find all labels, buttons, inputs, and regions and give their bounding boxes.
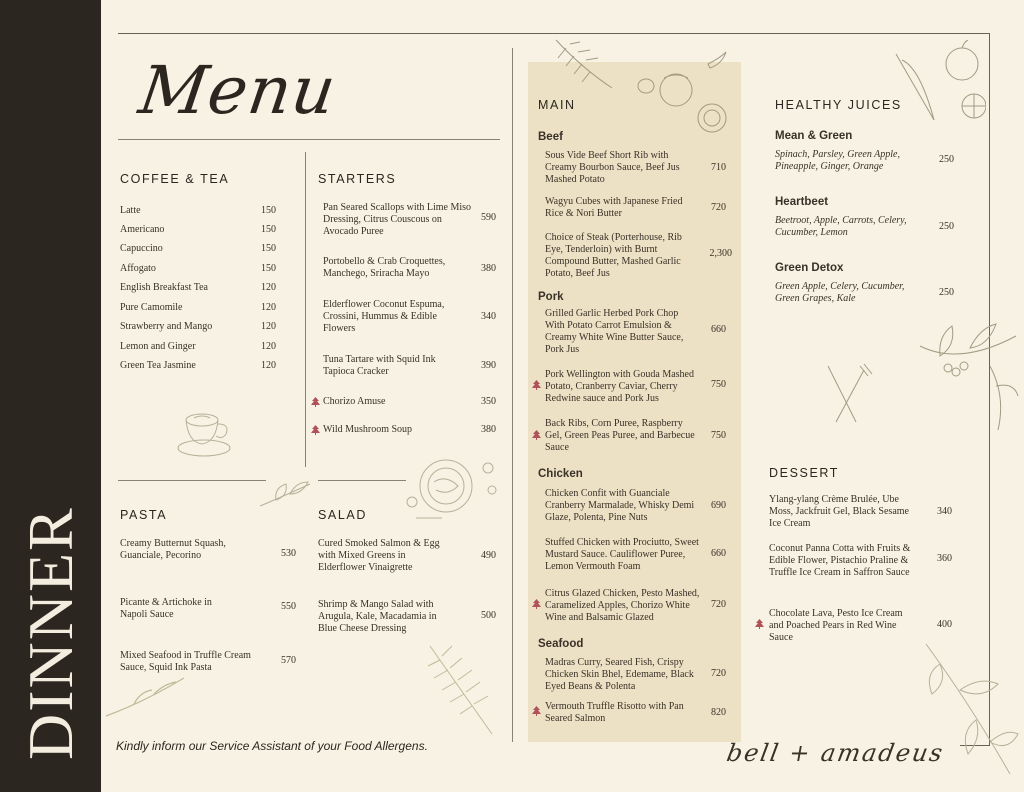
chicken-item-price: 690 bbox=[711, 500, 726, 511]
fruit-sketch-icon bbox=[890, 40, 986, 128]
pork-subheading: Pork bbox=[538, 291, 564, 303]
cutlery-branch-sketch-icon bbox=[820, 306, 1020, 436]
beef-item-price: 710 bbox=[711, 162, 726, 173]
coffee-item-name: Green Tea Jasmine bbox=[120, 360, 196, 371]
salad-item-name: Shrimp & Mango Salad with Arugula, Kale, Macadamia in Blue Cheese Dressing bbox=[318, 599, 437, 634]
beef-item-name: Sous Vide Beef Short Rib with Creamy Bourbon Sauce, Beef Jus Mashed Potato bbox=[545, 150, 680, 185]
starter-item-price: 350 bbox=[481, 396, 496, 407]
starter-item-price: 380 bbox=[481, 424, 496, 435]
coffee-item-price: 150 bbox=[261, 205, 276, 216]
coffee-item-name: Lemon and Ginger bbox=[120, 341, 196, 352]
starters-heading: STARTERS bbox=[318, 172, 397, 186]
coffee-item-price: 120 bbox=[261, 341, 276, 352]
leaf-sketch-icon bbox=[256, 476, 314, 512]
juice-price: 250 bbox=[939, 221, 954, 232]
starter-item-name: Chorizo Amuse bbox=[323, 396, 386, 407]
starter-item-price: 590 bbox=[481, 212, 496, 223]
dinner-vertical-label: DINNER bbox=[15, 506, 86, 760]
juice-description: Beetroot, Apple, Carrots, Celery, Cucumber, Lemon bbox=[775, 215, 907, 238]
chef-special-tree-icon bbox=[311, 397, 320, 407]
pork-item-name: Pork Wellington with Gouda Mashed Potato, Cranberry Caviar, Cherry Redwine sauce and Pork Jus bbox=[545, 369, 694, 404]
coffee-item-name: Capuccino bbox=[120, 243, 163, 254]
coffee-item-name: Strawberry and Mango bbox=[120, 321, 213, 332]
chicken-item-name: Citrus Glazed Chicken, Pesto Mashed, Caramelized Apples, Chorizo White Wine and Balsamic Glazed bbox=[545, 588, 700, 623]
juice-name: Mean & Green bbox=[775, 130, 853, 142]
starter-item-name: Tuna Tartare with Squid Ink Tapioca Cracker bbox=[323, 354, 436, 377]
coffee-item-price: 120 bbox=[261, 282, 276, 293]
salad-item-price: 490 bbox=[481, 550, 496, 561]
chef-special-tree-icon bbox=[755, 619, 764, 629]
frame-top-line bbox=[118, 33, 990, 34]
brand-signature: bell + amadeus bbox=[724, 739, 947, 767]
coffee-item-name: Pure Camomile bbox=[120, 302, 183, 313]
salad-rule bbox=[318, 480, 406, 481]
chef-special-tree-icon bbox=[311, 425, 320, 435]
pasta-heading: PASTA bbox=[120, 508, 168, 522]
salad-item-name: Cured Smoked Salmon & Egg with Mixed Greens in Elderflower Vinaigrette bbox=[318, 538, 440, 573]
dessert-item-price: 400 bbox=[937, 619, 952, 630]
salad-item-price: 500 bbox=[481, 610, 496, 621]
pork-item-name: Grilled Garlic Herbed Pork Chop With Potato Carrot Emulsion & Creamy White Wine Butter Sauce, Pork Jus bbox=[545, 308, 684, 355]
chicken-item-price: 660 bbox=[711, 548, 726, 559]
allergen-footer-note: Kindly inform our Service Assistant of your Food Allergens. bbox=[116, 739, 428, 753]
coffee-tea-heading: COFFEE & TEA bbox=[120, 172, 230, 186]
juice-name: Heartbeet bbox=[775, 196, 829, 208]
dessert-item-name: Ylang-ylang Crème Brulée, Ube Moss, Jackfruit Gel, Black Sesame Ice Cream bbox=[769, 494, 909, 529]
coffee-item-price: 150 bbox=[261, 243, 276, 254]
coffee-item-name: Latte bbox=[120, 205, 141, 216]
starter-item-price: 380 bbox=[481, 263, 496, 274]
starter-item-name: Elderflower Coconut Espuma, Crossini, Hummus & Edible Flowers bbox=[323, 299, 445, 334]
beef-subheading: Beef bbox=[538, 131, 563, 143]
beef-item-price: 2,300 bbox=[709, 248, 732, 259]
seafood-subheading: Seafood bbox=[538, 638, 584, 650]
seafood-item-name: Madras Curry, Seared Fish, Crispy Chicken Skin Bhel, Edemame, Black Eyed Beans & Polenta bbox=[545, 657, 694, 692]
dessert-item-name: Coconut Panna Cotta with Fruits & Edible Flower, Pistachio Praline & Truffle Ice Cream in Saffron Sauce bbox=[769, 543, 911, 578]
menu-title-rule bbox=[118, 139, 500, 140]
pork-item-price: 750 bbox=[711, 379, 726, 390]
beef-item-name: Choice of Steak (Porterhouse, Rib Eye, Tenderloin) with Burnt Compound Butter, Mashed Garlic Potato, Beef Jus bbox=[545, 232, 682, 279]
juice-name: Green Detox bbox=[775, 262, 844, 274]
coffee-item-name: Americano bbox=[120, 224, 165, 235]
seafood-item-price: 820 bbox=[711, 707, 726, 718]
coffee-item-price: 120 bbox=[261, 321, 276, 332]
coffee-item-price: 120 bbox=[261, 360, 276, 371]
starter-item-price: 340 bbox=[481, 311, 496, 322]
beef-item-price: 720 bbox=[711, 202, 726, 213]
pasta-rule bbox=[118, 480, 266, 481]
beef-item-name: Wagyu Cubes with Japanese Fried Rice & Nori Butter bbox=[545, 196, 683, 219]
coffee-item-name: English Breakfast Tea bbox=[120, 282, 208, 293]
chef-special-tree-icon bbox=[532, 430, 541, 440]
chicken-item-name: Stuffed Chicken with Prociutto, Sweet Mustard Sauce. Cauliflower Puree, Lemon Vermouth Foam bbox=[545, 537, 699, 572]
juice-description: Spinach, Parsley, Green Apple, Pineapple, Ginger, Orange bbox=[775, 149, 900, 172]
starter-item-price: 390 bbox=[481, 360, 496, 371]
vegetables-sketch-icon bbox=[552, 38, 732, 136]
dessert-heading: DESSERT bbox=[769, 466, 840, 480]
seafood-item-price: 720 bbox=[711, 668, 726, 679]
main-heading: MAIN bbox=[538, 98, 576, 112]
seafood-item-name: Vermouth Truffle Risotto with Pan Seared Salmon bbox=[545, 701, 684, 724]
pork-item-price: 750 bbox=[711, 430, 726, 441]
coffee-item-name: Affogato bbox=[120, 263, 156, 274]
pork-item-name: Back Ribs, Corn Puree, Raspberry Gel, Green Peas Puree, and Barbecue Sauce bbox=[545, 418, 695, 453]
juice-description: Green Apple, Celery, Cucumber, Green Grapes, Kale bbox=[775, 281, 905, 304]
juice-price: 250 bbox=[939, 287, 954, 298]
pasta-item-price: 550 bbox=[281, 601, 296, 612]
column-divider-center bbox=[512, 48, 513, 742]
coffee-item-price: 150 bbox=[261, 224, 276, 235]
rosemary-sketch-icon bbox=[420, 640, 504, 740]
chicken-subheading: Chicken bbox=[538, 468, 583, 480]
pork-item-price: 660 bbox=[711, 324, 726, 335]
coffee-cup-sketch-icon bbox=[172, 402, 244, 464]
dessert-item-price: 360 bbox=[937, 553, 952, 564]
coffee-item-price: 150 bbox=[261, 263, 276, 274]
pasta-item-price: 570 bbox=[281, 655, 296, 666]
herb-sketch-icon bbox=[104, 672, 188, 722]
plate-sketch-icon bbox=[402, 452, 506, 528]
healthy-juices-heading: HEALTHY JUICES bbox=[775, 98, 902, 112]
chef-special-tree-icon bbox=[532, 599, 541, 609]
pasta-item-name: Mixed Seafood in Truffle Cream Sauce, Squid Ink Pasta bbox=[120, 650, 251, 673]
dessert-item-name: Chocolate Lava, Pesto Ice Cream and Poached Pears in Red Wine Sauce bbox=[769, 608, 903, 643]
chef-special-tree-icon bbox=[532, 380, 541, 390]
starter-item-name: Portobello & Crab Croquettes, Manchego, Sriracha Mayo bbox=[323, 256, 446, 279]
chef-special-tree-icon bbox=[532, 706, 541, 716]
starter-item-name: Pan Seared Scallops with Lime Miso Dressing, Citrus Couscous on Avocado Puree bbox=[323, 202, 472, 237]
coffee-item-price: 120 bbox=[261, 302, 276, 313]
pasta-item-name: Creamy Butternut Squash, Guanciale, Pecorino bbox=[120, 538, 226, 561]
starter-item-name: Wild Mushroom Soup bbox=[323, 424, 413, 435]
column-divider-left bbox=[305, 152, 306, 467]
chicken-item-name: Chicken Confit with Guanciale Cranberry Marmalade, Whisky Demi Glaze, Polenta, Pine Nuts bbox=[545, 488, 695, 523]
pasta-item-name: Picante & Artichoke in Napoli Sauce bbox=[120, 597, 212, 620]
dessert-item-price: 340 bbox=[937, 506, 952, 517]
pasta-item-price: 530 bbox=[281, 548, 296, 559]
salad-heading: SALAD bbox=[318, 508, 367, 522]
menu-title: Menu bbox=[134, 52, 342, 129]
juice-price: 250 bbox=[939, 154, 954, 165]
chicken-item-price: 720 bbox=[711, 599, 726, 610]
